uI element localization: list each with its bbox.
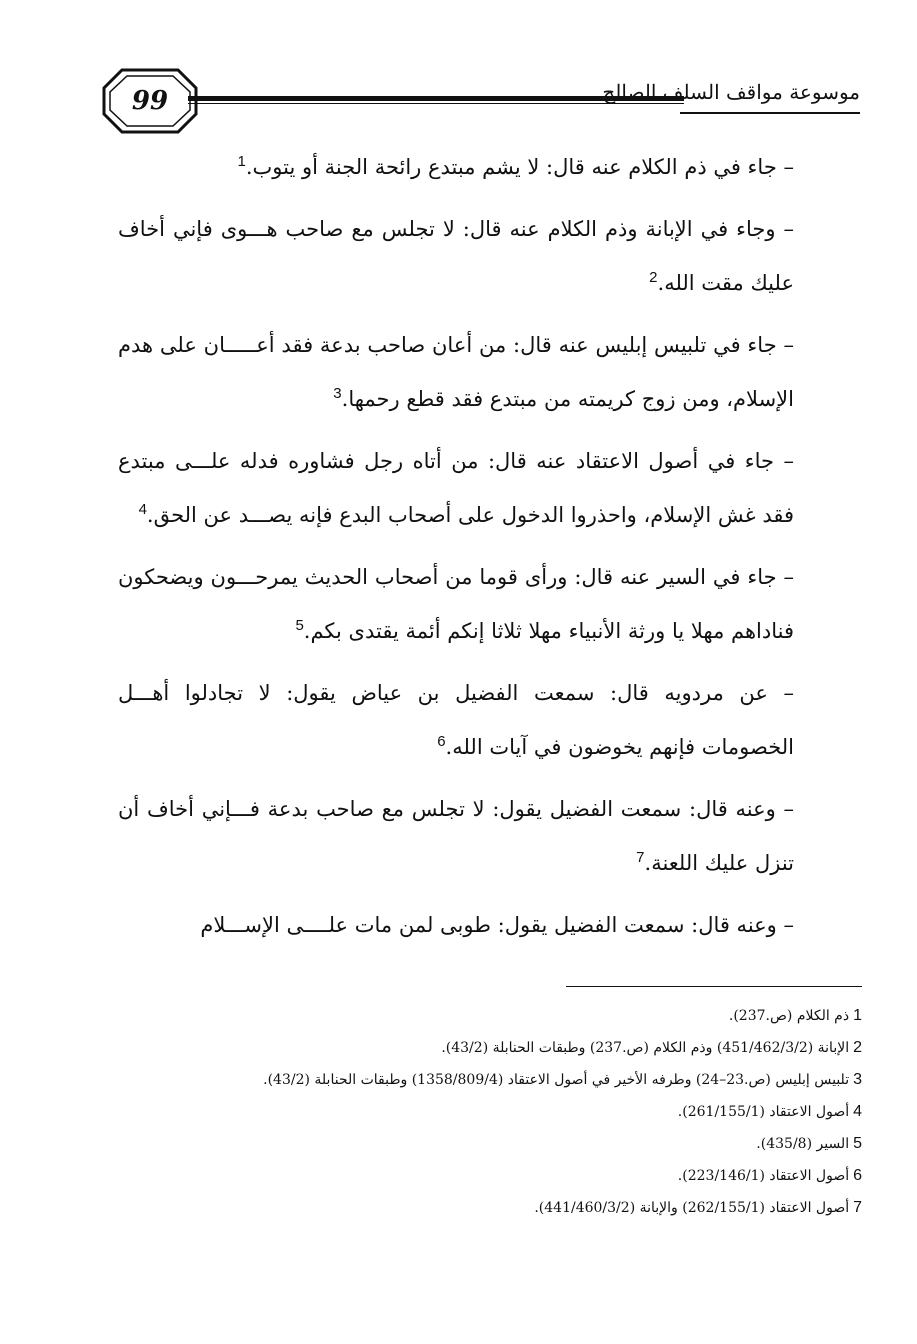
footnote-item: [140, 1000, 862, 1032]
footnote-marker[interactable]: 3: [333, 385, 342, 402]
paragraph-text: – جاء في تلبيس إبليس عنه قال: من أعان صاحب بدعة فقد أعـــــان على هدم الإسلام، ومن زوج كريمته من مبتدع فقد قطع رحمها.: [118, 333, 794, 411]
footnote-item: [140, 1032, 862, 1064]
paragraph-text: – وعنه قال: سمعت الفضيل يقول: لا تجلس مع صاحب بدعة فـــإني أخاف أن تنزل عليك اللعنة.: [118, 797, 794, 875]
page-number: 99: [131, 86, 169, 116]
paragraph: [118, 202, 794, 310]
footnote-text: الإبانة (451/462/3/2) وذم الكلام (ص.237) وطبقات الحنابلة (43/2).: [441, 1040, 850, 1056]
footnote-number: 4: [853, 1103, 862, 1120]
footnote-text: أصول الاعتقاد (262/155/1) والإبانة (441/460/3/2).: [534, 1200, 850, 1216]
footnote-item: [140, 1160, 862, 1192]
footnote-number: 3: [853, 1071, 862, 1088]
book-title: موسوعة مواقف السلف الصالح: [680, 72, 860, 114]
paragraph: [118, 434, 794, 542]
footnotes: [140, 1000, 862, 1224]
footnote-marker[interactable]: 4: [138, 501, 147, 518]
footnote-marker[interactable]: 6: [437, 733, 446, 750]
footnote-number: 6: [853, 1167, 862, 1184]
paragraph: [118, 140, 794, 194]
footnote-item: [140, 1128, 862, 1160]
paragraph-text: – عن مردويه قال: سمعت الفضيل بن عياض يقول: لا تجادلوا أهـــل الخصومات فإنهم يخوضون في آيات الله.: [118, 681, 794, 759]
paragraph-text: – جاء في ذم الكلام عنه قال: لا يشم مبتدع رائحة الجنة أو يتوب.: [245, 155, 794, 179]
footnote-item: [140, 1064, 862, 1096]
paragraph: [118, 666, 794, 774]
paragraph: [118, 550, 794, 658]
paragraph: [118, 318, 794, 426]
paragraph-text: – جاء في السير عنه قال: ورأى قوما من أصحاب الحديث يمرحـــون ويضحكون فناداهم مهلا يا ورثة الأنبياء مهلا ثلاثا إنكم أئمة يقتدى بكم.: [118, 565, 794, 643]
paragraph-text: – وعنه قال: سمعت الفضيل يقول: طوبى لمن مات علــــى الإســـلام: [200, 913, 794, 937]
footnote-number: 2: [853, 1039, 862, 1056]
footnote-marker[interactable]: 1: [237, 153, 246, 170]
footnote-text: أصول الاعتقاد (261/155/1).: [677, 1104, 850, 1120]
paragraph-text: – جاء في أصول الاعتقاد عنه قال: من أتاه رجل فشاوره فدله علـــى مبتدع فقد غش الإسلام، واحذروا الدخول على أصحاب البدع فإنه يصـــد عن الحق.: [118, 449, 794, 527]
footnote-text: ذم الكلام (ص.237).: [728, 1008, 850, 1024]
footnote-marker[interactable]: 5: [295, 617, 304, 634]
footnote-text: تلبيس إبليس (ص.23–24) وطرفه الأخير في أصول الاعتقاد (1358/809/4) وطبقات الحنابلة (43/2).: [263, 1072, 850, 1088]
footnote-marker[interactable]: 2: [649, 269, 658, 286]
footnote-number: 7: [853, 1199, 862, 1216]
footnote-separator: [566, 986, 862, 987]
footnote-item: [140, 1192, 862, 1224]
paragraph: [118, 898, 794, 952]
paragraph: [118, 782, 794, 890]
footnote-text: السير (435/8).: [756, 1136, 850, 1152]
footnote-item: [140, 1096, 862, 1128]
footnote-marker[interactable]: 7: [636, 849, 645, 866]
footnote-number: 5: [853, 1135, 862, 1152]
footnote-number: 1: [853, 1007, 862, 1024]
page-number-badge: [100, 66, 200, 136]
footnote-text: أصول الاعتقاد (223/146/1).: [677, 1168, 850, 1184]
paragraph-text: – وجاء في الإبانة وذم الكلام عنه قال: لا تجلس مع صاحب هـــوى فإني أخاف عليك مقت الله.: [118, 217, 794, 295]
body-text: [118, 140, 794, 960]
page-header: [100, 66, 860, 136]
